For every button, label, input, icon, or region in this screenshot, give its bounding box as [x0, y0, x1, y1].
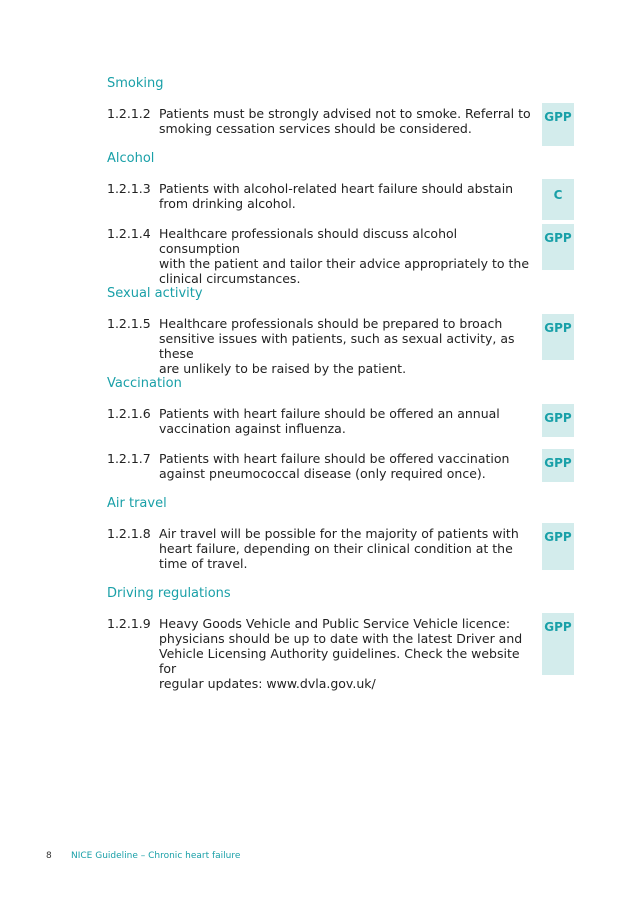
recommendation-number: 1.2.1.3 — [107, 181, 151, 196]
grade-badge: GPP — [542, 224, 574, 270]
footer-title: NICE Guideline – Chronic heart failure — [71, 851, 241, 861]
recommendation-text: Patients with heart failure should be offered vaccination against pneumococcal disease (only required once). — [159, 451, 510, 481]
grade-badge: GPP — [542, 523, 574, 570]
recommendation-number: 1.2.1.4 — [107, 226, 151, 241]
recommendation-number: 1.2.1.7 — [107, 451, 151, 466]
grade-badge: C — [542, 179, 574, 220]
recommendation-text: Patients with alcohol-related heart failure should abstain from drinking alcohol. — [159, 181, 514, 211]
section-heading-smoking: Smoking — [107, 76, 164, 91]
recommendation-number: 1.2.1.5 — [107, 316, 151, 331]
recommendation-number: 1.2.1.9 — [107, 616, 151, 631]
grade-badge: GPP — [542, 449, 574, 482]
page-number: 8 — [46, 851, 52, 861]
grade-badge: GPP — [542, 613, 574, 675]
section-heading-driving-regulations: Driving regulations — [107, 586, 231, 601]
section-heading-alcohol: Alcohol — [107, 151, 155, 166]
section-heading-vaccination: Vaccination — [107, 376, 182, 391]
recommendation-number: 1.2.1.2 — [107, 106, 151, 121]
grade-badge: GPP — [542, 103, 574, 146]
recommendation-number: 1.2.1.6 — [107, 406, 151, 421]
recommendation-text: Patients with heart failure should be offered an annual vaccination against influenza. — [159, 406, 500, 436]
recommendation-text: Air travel will be possible for the majority of patients with heart failure, depending on their clinical condition at the time of travel. — [159, 526, 519, 571]
recommendation-number: 1.2.1.8 — [107, 526, 151, 541]
recommendation-text: Healthcare professionals should discuss alcohol consumption with the patient and tailor their advice appropriately to the clinical circumstances. — [159, 226, 530, 286]
recommendation-text: Patients must be strongly advised not to smoke. Referral to smoking cessation services should be considered. — [159, 106, 531, 136]
recommendation-text: Healthcare professionals should be prepared to broach sensitive issues with patients, such as sexual activity, as these are unlikely to be raised by the patient. — [159, 316, 515, 376]
grade-badge: GPP — [542, 404, 574, 437]
recommendation-text: Heavy Goods Vehicle and Public Service Vehicle licence: physicians should be up to date with the latest Driver and Vehicle Licensing Authority guidelines. Check the website for regular updates: www.dvla.gov.uk/ — [159, 616, 523, 691]
section-heading-air-travel: Air travel — [107, 496, 167, 511]
grade-badge: GPP — [542, 314, 574, 360]
section-heading-sexual-activity: Sexual activity — [107, 286, 203, 301]
